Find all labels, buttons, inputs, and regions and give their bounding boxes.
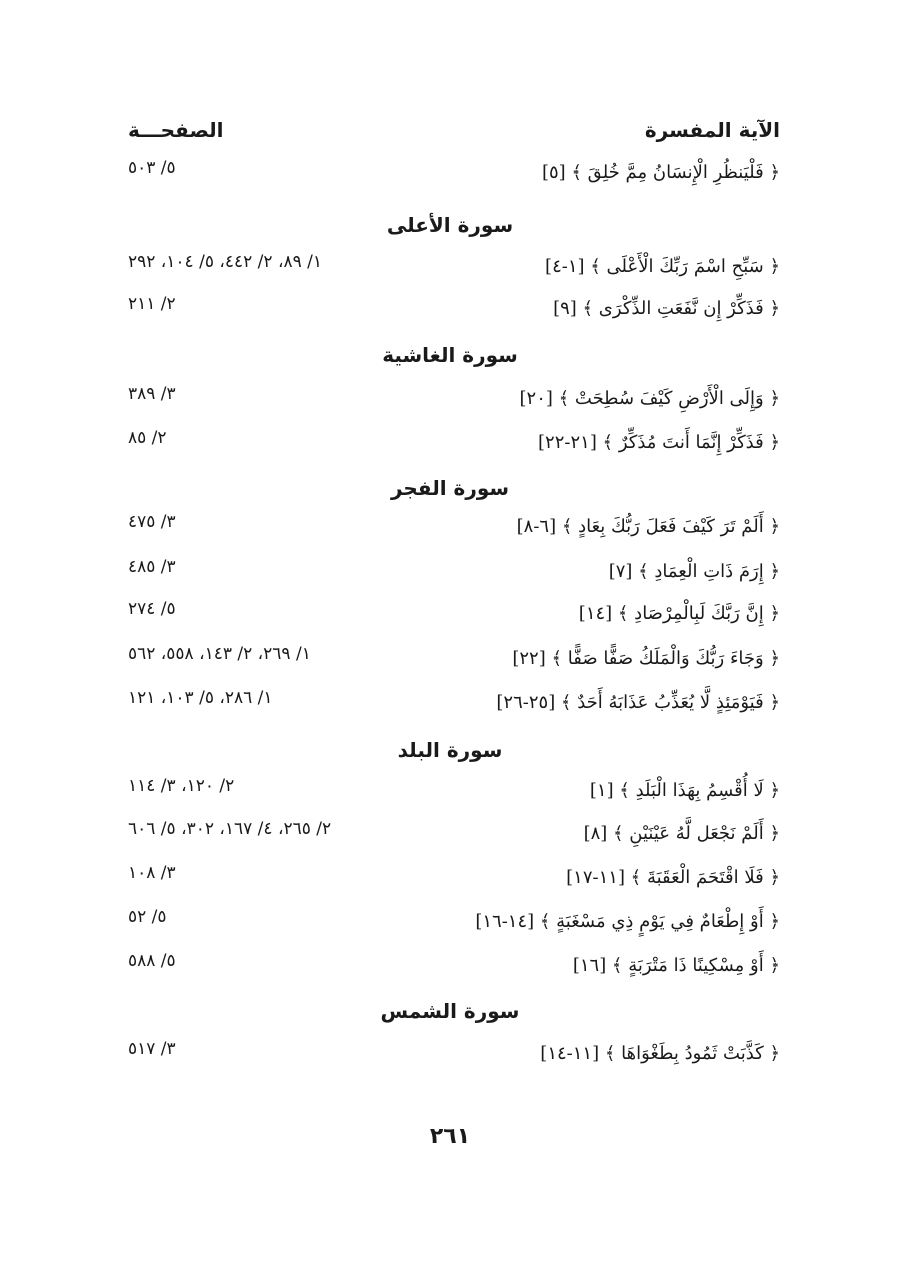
verse-column-heading: الآية المفسرة <box>644 118 780 142</box>
verse-text: ﴿ لَا أُقْسِمُ بِهَذَا الْبَلَدِ ﴾ [١] <box>589 780 780 801</box>
verse-text: ﴿ فَذَكِّرْ إِنَّمَا أَنتَ مُذَكِّرٌ ﴾ [٢١-٢٢] <box>538 432 780 453</box>
surah-heading: سورة البلد <box>397 738 503 762</box>
index-row <box>120 951 780 989</box>
page-reference: ٣/ ٣٨٩ <box>128 384 176 404</box>
index-row <box>120 599 780 637</box>
page-reference: ٥/ ٥٨٨ <box>128 951 176 971</box>
verse-text: ﴿ فَذَكِّرْ إِن نَّفَعَتِ الذِّكْرَى ﴾ [٩] <box>553 298 780 319</box>
column-header <box>120 118 780 152</box>
index-row <box>120 158 780 196</box>
page-reference: ٢/ ١٢٠، ٣/ ١١٤ <box>128 776 235 796</box>
page-reference: ٢/ ٢٦٥، ٤/ ١٦٧، ٣٠٢، ٥/ ٦٠٦ <box>128 819 332 839</box>
verse-text: ﴿ فَيَوْمَئِذٍ لَّا يُعَذِّبُ عَذَابَهُ أَحَدٌ ﴾ [٢٥-٢٦] <box>496 692 780 713</box>
verse-text: ﴿ فَلْيَنظُرِ الْإِنسَانُ مِمَّ خُلِقَ ﴾ [٥] <box>541 162 780 183</box>
verse-text: ﴿ كَذَّبَتْ ثَمُودُ بِطَغْوَاهَا ﴾ [١١-١٤] <box>540 1043 780 1064</box>
page-reference: ١/ ٢٨٦، ٥/ ١٠٣، ١٢١ <box>128 688 273 708</box>
surah-heading: سورة الفجر <box>390 476 510 500</box>
page-column-heading: الصفحـــة <box>128 118 224 142</box>
index-row <box>120 384 780 422</box>
page-reference: ٢/ ٢١١ <box>128 294 176 314</box>
page-reference: ١/ ٨٩، ٢/ ٤٤٢، ٥/ ١٠٤، ٢٩٢ <box>128 252 322 272</box>
index-row <box>120 252 780 290</box>
page-reference: ٣/ ١٠٨ <box>128 863 176 883</box>
verse-text: ﴿ فَلَا اقْتَحَمَ الْعَقَبَةَ ﴾ [١١-١٧] <box>566 867 780 888</box>
page-reference: ٥/ ٥٢ <box>128 907 167 927</box>
verse-text: ﴿ وَجَاءَ رَبُّكَ وَالْمَلَكُ صَفًّا صَفًّا ﴾ [٢٢] <box>512 648 780 669</box>
surah-heading: سورة الأعلى <box>386 213 514 237</box>
page-reference: ٥/ ٥٠٣ <box>128 158 176 178</box>
verse-text: ﴿ أَوْ مِسْكِينًا ذَا مَتْرَبَةٍ ﴾ [١٦] <box>572 955 780 976</box>
index-row <box>120 907 780 945</box>
index-row <box>120 688 780 726</box>
index-row <box>120 294 780 332</box>
page-reference: ٣/ ٤٨٥ <box>128 557 176 577</box>
verse-text: ﴿ أَوْ إِطْعَامٌ فِي يَوْمٍ ذِي مَسْغَبَةٍ ﴾ [١٤-١٦] <box>475 911 780 932</box>
verse-text: ﴿ وَإِلَى الْأَرْضِ كَيْفَ سُطِحَتْ ﴾ [٢٠] <box>519 388 780 409</box>
index-row <box>120 644 780 682</box>
surah-heading: سورة الشمس <box>380 999 520 1023</box>
index-row <box>120 512 780 550</box>
page-number: ٢٦١ <box>429 1124 471 1149</box>
verse-text: ﴿ أَلَمْ نَجْعَل لَّهُ عَيْنَيْنِ ﴾ [٨] <box>583 823 780 844</box>
page-reference: ٢/ ٨٥ <box>128 428 167 448</box>
verse-text: ﴿ إِنَّ رَبَّكَ لَبِالْمِرْصَادِ ﴾ [١٤] <box>578 603 780 624</box>
surah-heading: سورة الغاشية <box>382 343 518 367</box>
index-row <box>120 1039 780 1077</box>
page-reference: ٣/ ٥١٧ <box>128 1039 176 1059</box>
page-reference: ١/ ٢٦٩، ٢/ ١٤٣، ٥٥٨، ٥٦٢ <box>128 644 311 664</box>
index-row <box>120 428 780 466</box>
index-row <box>120 863 780 901</box>
verse-text: ﴿ سَبِّحِ اسْمَ رَبِّكَ الْأَعْلَى ﴾ [١-٤] <box>545 256 780 277</box>
page-reference: ٣/ ٤٧٥ <box>128 512 176 532</box>
verse-text: ﴿ أَلَمْ تَرَ كَيْفَ فَعَلَ رَبُّكَ بِعَادٍ ﴾ [٦-٨] <box>516 516 780 537</box>
index-row <box>120 557 780 595</box>
index-row <box>120 819 780 857</box>
index-row <box>120 776 780 814</box>
verse-text: ﴿ إِرَمَ ذَاتِ الْعِمَادِ ﴾ [٧] <box>608 561 780 582</box>
page-reference: ٥/ ٢٧٤ <box>128 599 176 619</box>
